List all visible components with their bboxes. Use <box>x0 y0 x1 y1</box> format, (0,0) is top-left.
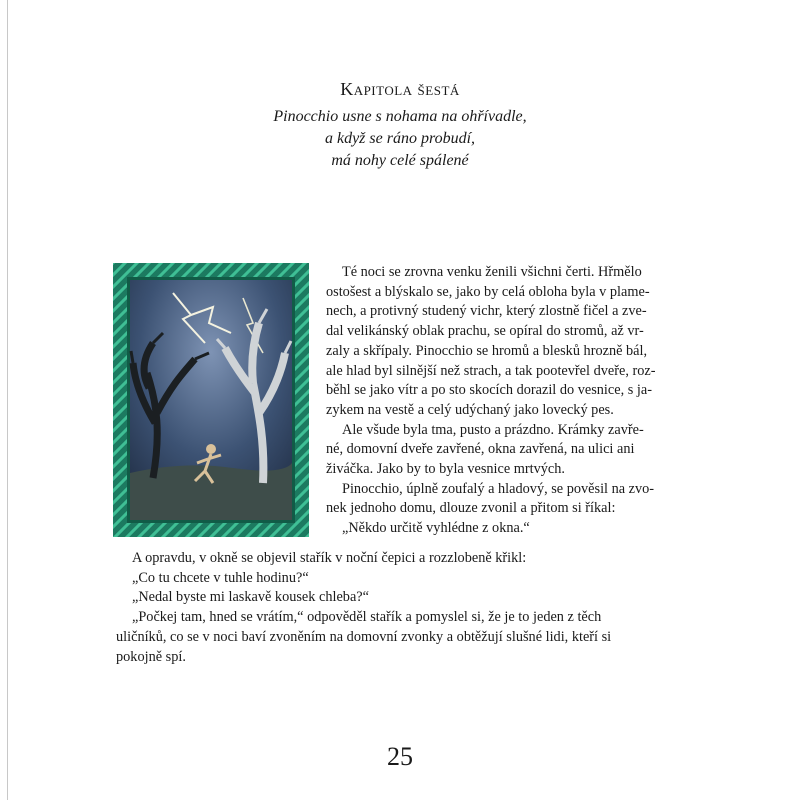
text-line: živáčka. Jako by to byla vesnice mrtvých. <box>326 461 565 478</box>
chapter-subtitle-line: a když se ráno probudí, <box>324 130 476 147</box>
chapter-title-initial: K <box>340 79 354 99</box>
paragraph <box>116 549 698 569</box>
paragraph <box>326 421 698 480</box>
text-line: ale hlad byl silnější než strach, a tak pootevřel dveře, roz- <box>326 362 656 379</box>
text-line: „Počkej tam, hned se vrátím,“ odpověděl stařík a pomyslel si, že je to jeden z těch <box>132 609 602 626</box>
chapter-title <box>240 78 560 100</box>
text-line: „Co tu chcete v tuhle hodinu?“ <box>132 569 309 586</box>
page-number: 25 <box>387 742 413 771</box>
text-line: Ale všude byla tma, pusto a prázdno. Krámky zavře- <box>342 421 644 438</box>
text-line: „Někdo určitě vyhlédne z okna.“ <box>342 520 530 537</box>
text-line: dal velikánský oblak prachu, se opíral do stromů, až vr- <box>326 323 644 340</box>
chapter-heading <box>240 78 560 172</box>
page-edge <box>7 0 8 800</box>
paragraph <box>116 588 698 608</box>
text-line: běhl se jako vítr a po sto skocích dorazil do vesnice, s ja- <box>326 382 652 399</box>
text-line: zykem na vestě a celý udýchaný jako lovecký pes. <box>326 401 614 418</box>
body-text-right-column <box>326 263 698 539</box>
paragraph <box>326 480 698 519</box>
body-text-full-width <box>116 549 698 667</box>
chapter-title-rest: apitola šestá <box>353 79 460 99</box>
chapter-subtitle-line: má nohy celé spálené <box>331 152 469 169</box>
chapter-subtitle-line: Pinocchio usne s nohama na ohřívadle, <box>273 108 527 125</box>
paragraph <box>116 608 698 667</box>
text-line: né, domovní dveře zavřené, okna zavřená, na ulici ani <box>326 441 635 458</box>
text-line: nech, a protivný studený vichr, který zlostně fičel a zve- <box>326 303 647 320</box>
night-storm-illustration <box>113 263 309 537</box>
text-line: Pinocchio, úplně zoufalý a hladový, se pověsil na zvo- <box>342 480 655 497</box>
text-line: Té noci se zrovna venku ženili všichni čerti. Hřmělo <box>342 264 642 280</box>
text-line: uličníků, co se v noci baví zvoněním na domovní zvonky a obtěžují slušné lidi, kteří si <box>116 628 612 645</box>
paragraph <box>326 263 698 421</box>
text-line: pokojně spí. <box>116 648 186 665</box>
paragraph <box>326 519 698 539</box>
text-line: ostošest a blýskalo se, jako by celá obloha byla v plame- <box>326 283 650 300</box>
text-line: A opravdu, v okně se objevil stařík v noční čepici a rozzlobeně křikl: <box>132 550 527 566</box>
text-line: nek jednoho domu, dlouze zvonil a přitom si říkal: <box>326 500 616 517</box>
text-line: „Nedal byste mi laskavě kousek chleba?“ <box>132 589 369 606</box>
text-line: zaly a skřípaly. Pinocchio se hromů a blesků hrozně bál, <box>326 342 648 359</box>
paragraph <box>116 569 698 589</box>
illustration-graphic <box>113 263 309 537</box>
